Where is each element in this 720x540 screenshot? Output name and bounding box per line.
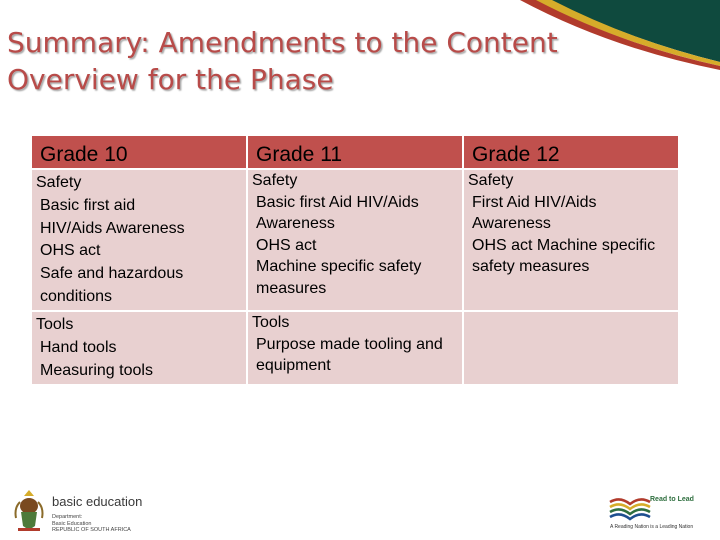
cell-block (248, 312, 462, 377)
cell-grade-10-safety (31, 169, 247, 311)
dept-line: REPUBLIC OF SOUTH AFRICA (52, 527, 131, 533)
cell-block (248, 170, 462, 299)
header-grade-10: Grade 10 (31, 135, 247, 169)
cell-item: OHS act (40, 242, 101, 260)
cell-item: OHS act Machine specific safety measures (472, 236, 656, 275)
cell-heading: Safety (468, 172, 514, 189)
cell-grade-12-empty (463, 311, 679, 385)
table-header-row (31, 135, 679, 169)
cell-item: Purpose made tooling and equipment (256, 335, 443, 374)
read-to-lead-logo (608, 494, 708, 536)
cell-item: First Aid HIV/Aids Awareness (472, 193, 597, 232)
table-row-safety (31, 169, 679, 311)
cell-grade-10-tools (31, 311, 247, 385)
cell-grade-11-safety (247, 169, 463, 311)
cell-item: Safe and hazardous conditions (40, 265, 184, 305)
basic-education-subtitle (52, 514, 162, 534)
cell-heading: Tools (252, 314, 290, 331)
cell-item: Hand tools (40, 338, 117, 356)
basic-education-logo (12, 488, 162, 534)
cell-item: Measuring tools (40, 361, 153, 379)
open-book-icon (608, 494, 652, 524)
cell-block (32, 170, 246, 309)
cell-item: Machine specific safety measures (256, 258, 422, 297)
dept-line: Department: (52, 514, 83, 520)
read-to-lead-tagline: A Reading Nation is a Leading Nation (610, 524, 694, 530)
coat-of-arms-icon (12, 488, 46, 532)
page-title: Summary: Amendments to the Content Overview for the Phase (7, 26, 558, 96)
cell-grade-12-safety (463, 169, 679, 311)
dept-line: Basic Education (52, 520, 92, 527)
cell-item: OHS act (256, 236, 317, 254)
content-overview-table (30, 134, 680, 386)
table-row-tools (31, 311, 679, 385)
cell-item: Basic first aid (40, 196, 136, 214)
cell-block (32, 312, 246, 382)
cell-grade-11-tools (247, 311, 463, 385)
basic-education-name: basic education (52, 494, 143, 509)
read-to-lead-name: Read to Lead (650, 496, 694, 503)
cell-block (464, 170, 678, 278)
cell-item: HIV/Aids Awareness (40, 219, 185, 237)
cell-heading: Safety (36, 174, 82, 191)
cell-heading: Safety (252, 172, 298, 189)
cell-heading: Tools (36, 316, 74, 333)
cell-item: Basic first Aid HIV/Aids Awareness (256, 193, 419, 232)
header-grade-12: Grade 12 (463, 135, 679, 169)
header-grade-11: Grade 11 (247, 135, 463, 169)
